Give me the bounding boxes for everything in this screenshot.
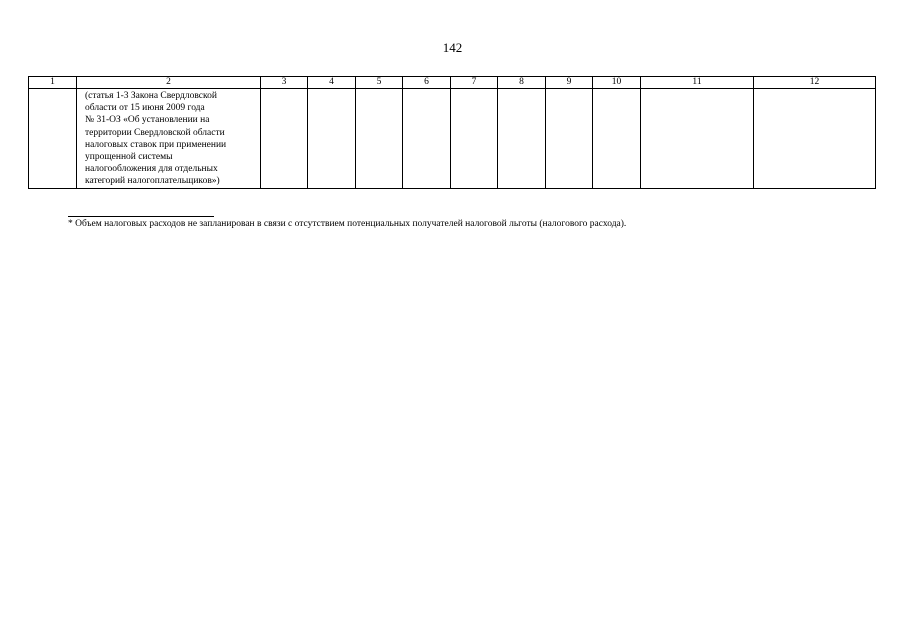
- column-header-1: 1: [29, 77, 77, 89]
- cell-col-10: [593, 89, 641, 189]
- cell-col-9: [546, 89, 593, 189]
- header-row: [29, 77, 876, 89]
- cell-law-description: (статья 1-3 Закона Свердловской области от 15 июня 2009 года № 31-ОЗ «Об установлении на территории Свердловской области налоговых ставок при применении упрощенной системы налогообложения для отдельных категорий налогоплательщиков»): [77, 89, 261, 189]
- page-number: 142: [442, 40, 463, 55]
- table-row: [29, 89, 876, 189]
- footnote-divider: [68, 216, 214, 217]
- column-header-7: 7: [451, 77, 498, 89]
- cell-col-11: [641, 89, 754, 189]
- column-header-11: 11: [641, 77, 754, 89]
- column-header-6: 6: [403, 77, 451, 89]
- column-header-4: 4: [308, 77, 356, 89]
- footnote-text: * Объем налоговых расходов не запланирован в связи с отсутствием потенциальных получателей налоговой льготы (налогового расхода).: [68, 219, 627, 229]
- column-header-5: 5: [356, 77, 403, 89]
- column-header-3: 3: [261, 77, 308, 89]
- cell-col-4: [308, 89, 356, 189]
- column-header-2: 2: [77, 77, 261, 89]
- column-header-10: 10: [593, 77, 641, 89]
- cell-col-1: [29, 89, 77, 189]
- cell-col-3: [261, 89, 308, 189]
- column-header-9: 9: [546, 77, 593, 89]
- cell-col-12: [754, 89, 876, 189]
- cell-col-6: [403, 89, 451, 189]
- cell-col-8: [498, 89, 546, 189]
- column-header-8: 8: [498, 77, 546, 89]
- cell-col-5: [356, 89, 403, 189]
- cell-col-7: [451, 89, 498, 189]
- tax-expenditure-table: [28, 76, 876, 189]
- column-header-12: 12: [754, 77, 876, 89]
